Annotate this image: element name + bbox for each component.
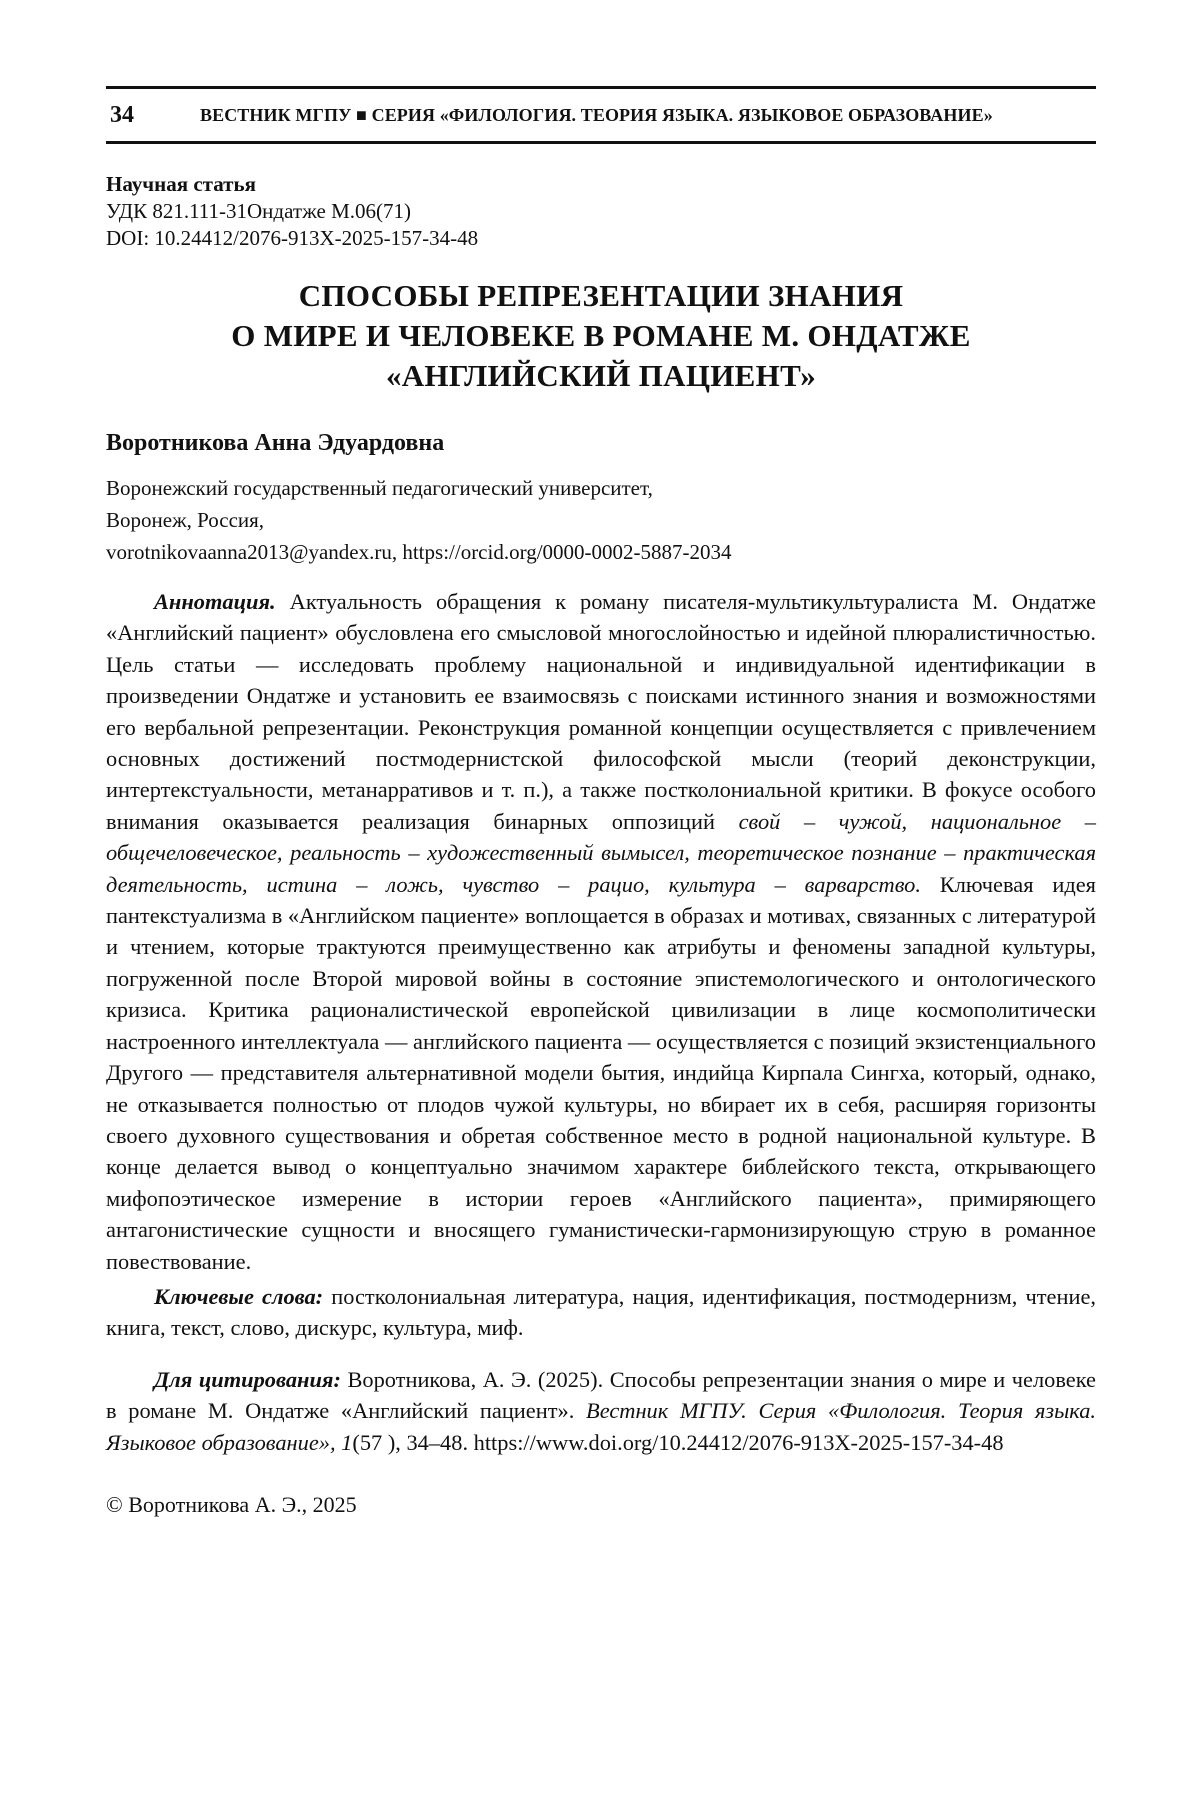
affiliation-university: Воронежский государственный педагогический университет, [106, 472, 1096, 504]
keywords-text: постколониальная литература, нация, идентификация, постмодернизм, чтение, книга, текст, слово, дискурс, культура, миф. [106, 1284, 1096, 1340]
author-affiliation [106, 472, 1096, 568]
copyright: © Воротникова А. Э., 2025 [106, 1492, 1096, 1518]
article-title [106, 276, 1096, 396]
abstract-label: Аннотация. [154, 589, 276, 614]
title-line: О МИРЕ И ЧЕЛОВЕКЕ В РОМАНЕ М. ОНДАТЖЕ [106, 316, 1096, 356]
abstract-oppositions: свой – чужой, национальное – общечеловеческое, реальность – художественный вымысел, теоретическое познание – практическая деятельность, истина – ложь, чувство – рацио, культура – варварство. [106, 809, 1096, 897]
keywords-label: Ключевые слова: [154, 1284, 323, 1309]
doi: DOI: 10.24412/2076-913X-2025-157-34-48 [106, 225, 1096, 252]
citation [106, 1364, 1096, 1458]
abstract-text: Актуальность обращения к роману писателя-мультикультуралиста М. Ондатже «Английский пациент» обусловлена его смысловой многослойностью и идейной плюралистичностью. Цель статьи — исследовать проблему национальной и индивидуальной идентификации в произведении Ондатже и установить ее взаимосвязь с поисками истинного знания и возможностями его вербальной репрезентации. Реконструкция романной концепции осуществляется с привлечением основных достижений постмодернистской философской мысли (теорий деконструкции, интертекстуальности, метанарративов и т. п.), а также постколониальной критики. В фокусе особого внимания оказывается реализация бинарных оппозиций [106, 589, 1096, 834]
page-number: 34 [110, 102, 200, 129]
citation-label: Для цитирования: [154, 1367, 341, 1392]
author-contact: vorotnikovaanna2013@yandex.ru, https://orcid.org/0000-0002-5887-2034 [106, 536, 1096, 568]
udc-code: УДК 821.111-31Ондатже М.06(71) [106, 198, 1096, 225]
running-header [106, 86, 1096, 144]
citation-journal: Вестник МГПУ. Серия «Филология. Теория языка. Языковое образование», 1 [106, 1398, 1096, 1454]
keywords [106, 1281, 1096, 1344]
citation-pages-doi: (57 ), 34–48. https://www.doi.org/10.24412/2076-913X-2025-157-34-48 [352, 1430, 1003, 1455]
title-line: «АНГЛИЙСКИЙ ПАЦИЕНТ» [106, 356, 1096, 396]
citation-text: Воротникова, А. Э. (2025). Способы репрезентации знания о мире и человеке в романе М. Ондатже «Английский пациент». [106, 1367, 1096, 1423]
abstract-text-continued: Ключевая идея пантекстуализма в «Английском пациенте» воплощается в образах и мотивах, связанных с литературой и чтением, которые трактуются преимущественно как атрибуты и феномены западной культуры, погруженной после Второй мировой войны в состояние эпистемологического и онтологического кризиса. Критика рационалистической европейской цивилизации в лице космополитически настроенного интеллектуала — английского пациента — осуществляется с позиций экзистенциального Другого — представителя альтернативной модели бытия, индийца Кирпала Сингха, который, однако, не отказывается полностью от плодов чужой культуры, но вбирает их в себя, расширяя горизонты своего духовного существования и обретая собственное место в родной национальной культуре. В конце делается вывод о концептуально значимом характере библейского текста, открывающего мифопоэтическое измерение в истории героев «Английского пациента», примиряющего антагонистические сущности и вносящего гуманистически-гармонизирующую струю в романное повествование. [106, 872, 1096, 1274]
author-name: Воротникова Анна Эдуардовна [106, 430, 1096, 457]
abstract [106, 586, 1096, 1277]
affiliation-city: Воронеж, Россия, [106, 504, 1096, 536]
journal-title: ВЕСТНИК МГПУ ■ СЕРИЯ «ФИЛОЛОГИЯ. ТЕОРИЯ ЯЗЫКА. ЯЗЫКОВОЕ ОБРАЗОВАНИЕ» [200, 105, 993, 126]
article-page [106, 86, 1096, 1518]
article-meta [106, 171, 1096, 252]
article-type: Научная статья [106, 171, 1096, 198]
title-line: СПОСОБЫ РЕПРЕЗЕНТАЦИИ ЗНАНИЯ [106, 276, 1096, 316]
